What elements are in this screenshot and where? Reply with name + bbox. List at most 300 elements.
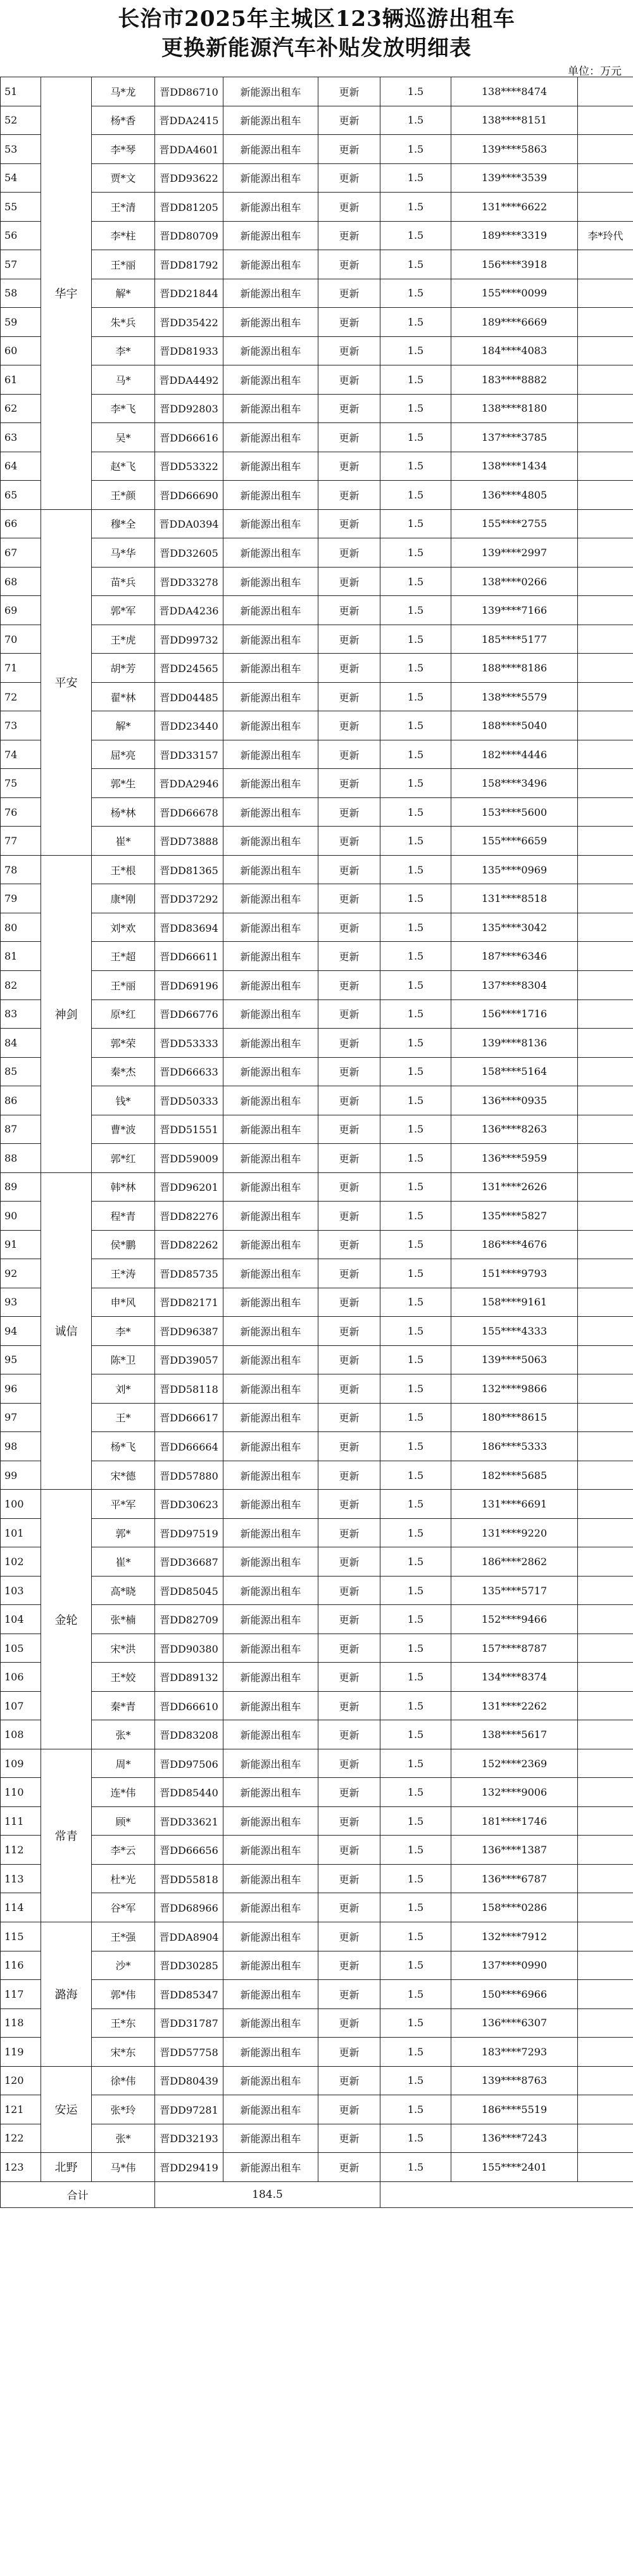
plate-number: 晋DD81792 xyxy=(155,250,223,279)
plate-number: 晋DD96387 xyxy=(155,1317,223,1346)
driver-name: 苗*兵 xyxy=(92,567,155,596)
subsidy-amount: 1.5 xyxy=(380,163,451,193)
plate-number: 晋DD81365 xyxy=(155,855,223,884)
table-row xyxy=(1,769,633,798)
phone-number: 139****3539 xyxy=(451,163,578,193)
phone-number: 155****2755 xyxy=(451,509,578,538)
driver-name: 宋*东 xyxy=(92,2038,155,2067)
row-number: 82 xyxy=(1,970,41,999)
driver-name: 李*琴 xyxy=(92,135,155,164)
action-type: 更新 xyxy=(318,1634,380,1663)
remark xyxy=(578,1230,633,1259)
row-number: 74 xyxy=(1,740,41,769)
driver-name: 郭*荣 xyxy=(92,1029,155,1058)
phone-number: 182****5685 xyxy=(451,1461,578,1490)
subsidy-amount: 1.5 xyxy=(380,625,451,654)
plate-number: 晋DD37292 xyxy=(155,884,223,913)
row-number: 106 xyxy=(1,1663,41,1692)
vehicle-type: 新能源出租车 xyxy=(223,336,318,365)
driver-name: 连*伟 xyxy=(92,1778,155,1807)
driver-name: 郭*红 xyxy=(92,1144,155,1173)
remark xyxy=(578,1057,633,1086)
action-type: 更新 xyxy=(318,970,380,999)
phone-number: 132****7912 xyxy=(451,1922,578,1951)
remark xyxy=(578,625,633,654)
driver-name: 秦*青 xyxy=(92,1691,155,1720)
driver-name: 王*强 xyxy=(92,1922,155,1951)
phone-number: 150****6966 xyxy=(451,1980,578,2009)
action-type: 更新 xyxy=(318,942,380,971)
table-row xyxy=(1,913,633,942)
subsidy-amount: 1.5 xyxy=(380,1691,451,1720)
driver-name: 顾* xyxy=(92,1806,155,1836)
total-label: 合计 xyxy=(1,2181,155,2207)
remark xyxy=(578,1605,633,1634)
row-number: 110 xyxy=(1,1778,41,1807)
row-number: 73 xyxy=(1,711,41,740)
row-number: 113 xyxy=(1,1864,41,1893)
phone-number: 153****5600 xyxy=(451,797,578,827)
driver-name: 刘* xyxy=(92,1374,155,1404)
plate-number: 晋DD31787 xyxy=(155,2008,223,2038)
vehicle-type: 新能源出租车 xyxy=(223,827,318,856)
table-row xyxy=(1,1403,633,1432)
phone-number: 135****0969 xyxy=(451,855,578,884)
phone-number: 186****4676 xyxy=(451,1230,578,1259)
vehicle-type: 新能源出租车 xyxy=(223,1980,318,2009)
remark xyxy=(578,1806,633,1836)
subsidy-amount: 1.5 xyxy=(380,567,451,596)
subsidy-amount: 1.5 xyxy=(380,2066,451,2095)
action-type: 更新 xyxy=(318,2066,380,2095)
vehicle-type: 新能源出租车 xyxy=(223,1345,318,1374)
action-type: 更新 xyxy=(318,1317,380,1346)
subsidy-amount: 1.5 xyxy=(380,1259,451,1288)
subsidy-amount: 1.5 xyxy=(380,279,451,308)
remark xyxy=(578,106,633,135)
row-number: 54 xyxy=(1,163,41,193)
remark xyxy=(578,1490,633,1519)
vehicle-type: 新能源出租车 xyxy=(223,769,318,798)
remark xyxy=(578,77,633,106)
subsidy-amount: 1.5 xyxy=(380,1086,451,1115)
remark xyxy=(578,1518,633,1547)
remark xyxy=(578,1461,633,1490)
table-row xyxy=(1,1461,633,1490)
total-row xyxy=(1,2181,633,2207)
phone-number: 151****9793 xyxy=(451,1259,578,1288)
row-number: 77 xyxy=(1,827,41,856)
remark xyxy=(578,567,633,596)
remark xyxy=(578,1749,633,1778)
plate-number: 晋DD04485 xyxy=(155,682,223,711)
driver-name: 郭* xyxy=(92,1518,155,1547)
plate-number: 晋DD35422 xyxy=(155,308,223,337)
table-row xyxy=(1,2153,633,2182)
row-number: 117 xyxy=(1,1980,41,2009)
plate-number: 晋DD57758 xyxy=(155,2038,223,2067)
remark xyxy=(578,135,633,164)
phone-number: 136****6787 xyxy=(451,1864,578,1893)
phone-number: 138****8180 xyxy=(451,394,578,423)
action-type: 更新 xyxy=(318,1461,380,1490)
phone-number: 136****5959 xyxy=(451,1144,578,1173)
phone-number: 180****8615 xyxy=(451,1403,578,1432)
vehicle-type: 新能源出租车 xyxy=(223,1317,318,1346)
table-row xyxy=(1,1663,633,1692)
driver-name: 王*涛 xyxy=(92,1259,155,1288)
subsidy-amount: 1.5 xyxy=(380,1144,451,1173)
driver-name: 马*龙 xyxy=(92,77,155,106)
driver-name: 郭*军 xyxy=(92,596,155,625)
action-type: 更新 xyxy=(318,193,380,222)
row-number: 85 xyxy=(1,1057,41,1086)
table-row xyxy=(1,509,633,538)
remark xyxy=(578,1317,633,1346)
subsidy-table xyxy=(0,77,633,2208)
vehicle-type: 新能源出租车 xyxy=(223,1086,318,1115)
row-number: 103 xyxy=(1,1576,41,1605)
row-number: 78 xyxy=(1,855,41,884)
table-row xyxy=(1,279,633,308)
company-name: 神剑 xyxy=(41,855,92,1172)
phone-number: 132****9866 xyxy=(451,1374,578,1404)
table-row xyxy=(1,1836,633,1865)
table-row xyxy=(1,1922,633,1951)
phone-number: 157****8787 xyxy=(451,1634,578,1663)
vehicle-type: 新能源出租车 xyxy=(223,1029,318,1058)
driver-name: 周* xyxy=(92,1749,155,1778)
action-type: 更新 xyxy=(318,1518,380,1547)
plate-number: 晋DD90380 xyxy=(155,1634,223,1663)
action-type: 更新 xyxy=(318,2124,380,2153)
action-type: 更新 xyxy=(318,625,380,654)
driver-name: 平*军 xyxy=(92,1490,155,1519)
driver-name: 崔* xyxy=(92,1547,155,1577)
row-number: 67 xyxy=(1,538,41,568)
subsidy-amount: 1.5 xyxy=(380,1806,451,1836)
action-type: 更新 xyxy=(318,1172,380,1202)
vehicle-type: 新能源出租车 xyxy=(223,682,318,711)
remark xyxy=(578,827,633,856)
remark xyxy=(578,596,633,625)
subsidy-amount: 1.5 xyxy=(380,1720,451,1749)
action-type: 更新 xyxy=(318,1057,380,1086)
subsidy-amount: 1.5 xyxy=(380,970,451,999)
driver-name: 申*风 xyxy=(92,1288,155,1317)
subsidy-amount: 1.5 xyxy=(380,1749,451,1778)
subsidy-amount: 1.5 xyxy=(380,509,451,538)
subsidy-amount: 1.5 xyxy=(380,1576,451,1605)
action-type: 更新 xyxy=(318,2008,380,2038)
subsidy-amount: 1.5 xyxy=(380,1980,451,2009)
vehicle-type: 新能源出租车 xyxy=(223,509,318,538)
vehicle-type: 新能源出租车 xyxy=(223,2008,318,2038)
vehicle-type: 新能源出租车 xyxy=(223,884,318,913)
phone-number: 155****4333 xyxy=(451,1317,578,1346)
vehicle-type: 新能源出租车 xyxy=(223,193,318,222)
remark xyxy=(578,1259,633,1288)
table-row xyxy=(1,1144,633,1173)
vehicle-type: 新能源出租车 xyxy=(223,913,318,942)
table-row xyxy=(1,711,633,740)
subsidy-amount: 1.5 xyxy=(380,336,451,365)
table-row xyxy=(1,308,633,337)
vehicle-type: 新能源出租车 xyxy=(223,625,318,654)
table-row xyxy=(1,2038,633,2067)
row-number: 60 xyxy=(1,336,41,365)
table-row xyxy=(1,855,633,884)
subsidy-amount: 1.5 xyxy=(380,884,451,913)
action-type: 更新 xyxy=(318,279,380,308)
action-type: 更新 xyxy=(318,481,380,510)
plate-number: 晋DDA4601 xyxy=(155,135,223,164)
phone-number: 131****9220 xyxy=(451,1518,578,1547)
subsidy-amount: 1.5 xyxy=(380,250,451,279)
table-row xyxy=(1,1634,633,1663)
plate-number: 晋DD33157 xyxy=(155,740,223,769)
row-number: 104 xyxy=(1,1605,41,1634)
row-number: 98 xyxy=(1,1432,41,1461)
subsidy-amount: 1.5 xyxy=(380,1922,451,1951)
driver-name: 王*虎 xyxy=(92,625,155,654)
remark xyxy=(578,481,633,510)
vehicle-type: 新能源出租车 xyxy=(223,1605,318,1634)
driver-name: 陈*卫 xyxy=(92,1345,155,1374)
table-row xyxy=(1,1605,633,1634)
plate-number: 晋DD57880 xyxy=(155,1461,223,1490)
table-row xyxy=(1,1057,633,1086)
action-type: 更新 xyxy=(318,365,380,395)
table-row xyxy=(1,1230,633,1259)
row-number: 64 xyxy=(1,452,41,481)
plate-number: 晋DD50333 xyxy=(155,1086,223,1115)
driver-name: 宋*德 xyxy=(92,1461,155,1490)
row-number: 97 xyxy=(1,1403,41,1432)
table-row xyxy=(1,365,633,395)
plate-number: 晋DDA8904 xyxy=(155,1922,223,1951)
vehicle-type: 新能源出租车 xyxy=(223,2095,318,2124)
row-number: 90 xyxy=(1,1202,41,1231)
subsidy-amount: 1.5 xyxy=(380,1115,451,1144)
vehicle-type: 新能源出租车 xyxy=(223,1634,318,1663)
subsidy-amount: 1.5 xyxy=(380,1778,451,1807)
vehicle-type: 新能源出租车 xyxy=(223,423,318,452)
action-type: 更新 xyxy=(318,1749,380,1778)
company-name: 常青 xyxy=(41,1749,92,1922)
subsidy-amount: 1.5 xyxy=(380,913,451,942)
vehicle-type: 新能源出租车 xyxy=(223,970,318,999)
plate-number: 晋DD82262 xyxy=(155,1230,223,1259)
document-title-line2: 更换新能源汽车补贴发放明细表 xyxy=(161,35,472,61)
plate-number: 晋DD66610 xyxy=(155,1691,223,1720)
row-number: 123 xyxy=(1,2153,41,2182)
row-number: 122 xyxy=(1,2124,41,2153)
driver-name: 王*丽 xyxy=(92,250,155,279)
phone-number: 189****6669 xyxy=(451,308,578,337)
table-row xyxy=(1,2008,633,2038)
row-number: 76 xyxy=(1,797,41,827)
plate-number: 晋DD39057 xyxy=(155,1345,223,1374)
remark xyxy=(578,452,633,481)
row-number: 118 xyxy=(1,2008,41,2038)
table-row xyxy=(1,1749,633,1778)
phone-number: 138****8151 xyxy=(451,106,578,135)
table-row xyxy=(1,163,633,193)
phone-number: 188****8186 xyxy=(451,654,578,683)
plate-number: 晋DD73888 xyxy=(155,827,223,856)
action-type: 更新 xyxy=(318,1288,380,1317)
table-row xyxy=(1,1893,633,1922)
action-type: 更新 xyxy=(318,1432,380,1461)
phone-number: 139****7166 xyxy=(451,596,578,625)
plate-number: 晋DD82171 xyxy=(155,1288,223,1317)
vehicle-type: 新能源出租车 xyxy=(223,1461,318,1490)
remark xyxy=(578,1893,633,1922)
row-number: 62 xyxy=(1,394,41,423)
remark xyxy=(578,279,633,308)
plate-number: 晋DD58118 xyxy=(155,1374,223,1404)
action-type: 更新 xyxy=(318,2153,380,2182)
action-type: 更新 xyxy=(318,654,380,683)
remark xyxy=(578,682,633,711)
remark xyxy=(578,1547,633,1577)
vehicle-type: 新能源出租车 xyxy=(223,221,318,250)
table-row xyxy=(1,2066,633,2095)
subsidy-amount: 1.5 xyxy=(380,827,451,856)
subsidy-amount: 1.5 xyxy=(380,1317,451,1346)
phone-number: 131****2262 xyxy=(451,1691,578,1720)
subsidy-amount: 1.5 xyxy=(380,1403,451,1432)
plate-number: 晋DD97519 xyxy=(155,1518,223,1547)
table-row xyxy=(1,1778,633,1807)
remark xyxy=(578,1691,633,1720)
driver-name: 解* xyxy=(92,279,155,308)
row-number: 86 xyxy=(1,1086,41,1115)
action-type: 更新 xyxy=(318,711,380,740)
vehicle-type: 新能源出租车 xyxy=(223,1374,318,1404)
row-number: 88 xyxy=(1,1144,41,1173)
table-row xyxy=(1,106,633,135)
remark xyxy=(578,1663,633,1692)
remark xyxy=(578,1922,633,1951)
table-row xyxy=(1,423,633,452)
plate-number: 晋DD33621 xyxy=(155,1806,223,1836)
company-name: 金轮 xyxy=(41,1490,92,1749)
vehicle-type: 新能源出租车 xyxy=(223,1576,318,1605)
plate-number: 晋DD32193 xyxy=(155,2124,223,2153)
table-row xyxy=(1,1288,633,1317)
driver-name: 侯*鹏 xyxy=(92,1230,155,1259)
driver-name: 王*丽 xyxy=(92,970,155,999)
subsidy-amount: 1.5 xyxy=(380,1057,451,1086)
vehicle-type: 新能源出租车 xyxy=(223,654,318,683)
subsidy-amount: 1.5 xyxy=(380,596,451,625)
table-row xyxy=(1,1576,633,1605)
subsidy-amount: 1.5 xyxy=(380,1663,451,1692)
table-row xyxy=(1,1720,633,1749)
table-row xyxy=(1,1951,633,1980)
driver-name: 杨*林 xyxy=(92,797,155,827)
action-type: 更新 xyxy=(318,797,380,827)
remark xyxy=(578,394,633,423)
phone-number: 132****9006 xyxy=(451,1778,578,1807)
driver-name: 刘*欢 xyxy=(92,913,155,942)
row-number: 70 xyxy=(1,625,41,654)
vehicle-type: 新能源出租车 xyxy=(223,1115,318,1144)
action-type: 更新 xyxy=(318,769,380,798)
action-type: 更新 xyxy=(318,1893,380,1922)
driver-name: 屈*亮 xyxy=(92,740,155,769)
row-number: 83 xyxy=(1,999,41,1029)
table-row xyxy=(1,1691,633,1720)
plate-number: 晋DD85440 xyxy=(155,1778,223,1807)
subsidy-amount: 1.5 xyxy=(380,1634,451,1663)
plate-number: 晋DDA4236 xyxy=(155,596,223,625)
phone-number: 136****8263 xyxy=(451,1115,578,1144)
table-row xyxy=(1,884,633,913)
driver-name: 解* xyxy=(92,711,155,740)
phone-number: 181****1746 xyxy=(451,1806,578,1836)
remark xyxy=(578,1029,633,1058)
row-number: 65 xyxy=(1,481,41,510)
table-row xyxy=(1,1432,633,1461)
phone-number: 135****3042 xyxy=(451,913,578,942)
phone-number: 136****6307 xyxy=(451,2008,578,2038)
plate-number: 晋DD55818 xyxy=(155,1864,223,1893)
action-type: 更新 xyxy=(318,308,380,337)
driver-name: 韩*林 xyxy=(92,1172,155,1202)
phone-number: 138****5617 xyxy=(451,1720,578,1749)
remark xyxy=(578,308,633,337)
row-number: 58 xyxy=(1,279,41,308)
row-number: 100 xyxy=(1,1490,41,1519)
table-row xyxy=(1,452,633,481)
remark xyxy=(578,711,633,740)
remark xyxy=(578,1720,633,1749)
remark xyxy=(578,942,633,971)
remark xyxy=(578,193,633,222)
row-number: 115 xyxy=(1,1922,41,1951)
plate-number: 晋DD86710 xyxy=(155,77,223,106)
driver-name: 沙* xyxy=(92,1951,155,1980)
subsidy-amount: 1.5 xyxy=(380,394,451,423)
driver-name: 张*楠 xyxy=(92,1605,155,1634)
company-name: 北野 xyxy=(41,2153,92,2182)
table-row xyxy=(1,1172,633,1202)
remark xyxy=(578,2095,633,2124)
vehicle-type: 新能源出租车 xyxy=(223,365,318,395)
row-number: 107 xyxy=(1,1691,41,1720)
driver-name: 穆*全 xyxy=(92,509,155,538)
remark xyxy=(578,2008,633,2038)
remark xyxy=(578,2153,633,2182)
table-row xyxy=(1,797,633,827)
phone-number: 186****2862 xyxy=(451,1547,578,1577)
remark xyxy=(578,855,633,884)
plate-number: 晋DD29419 xyxy=(155,2153,223,2182)
plate-number: 晋DD32605 xyxy=(155,538,223,568)
action-type: 更新 xyxy=(318,1922,380,1951)
subsidy-amount: 1.5 xyxy=(380,1461,451,1490)
vehicle-type: 新能源出租车 xyxy=(223,1951,318,1980)
row-number: 87 xyxy=(1,1115,41,1144)
row-number: 95 xyxy=(1,1345,41,1374)
phone-number: 184****4083 xyxy=(451,336,578,365)
subsidy-amount: 1.5 xyxy=(380,1345,451,1374)
vehicle-type: 新能源出租车 xyxy=(223,1806,318,1836)
driver-name: 徐*伟 xyxy=(92,2066,155,2095)
